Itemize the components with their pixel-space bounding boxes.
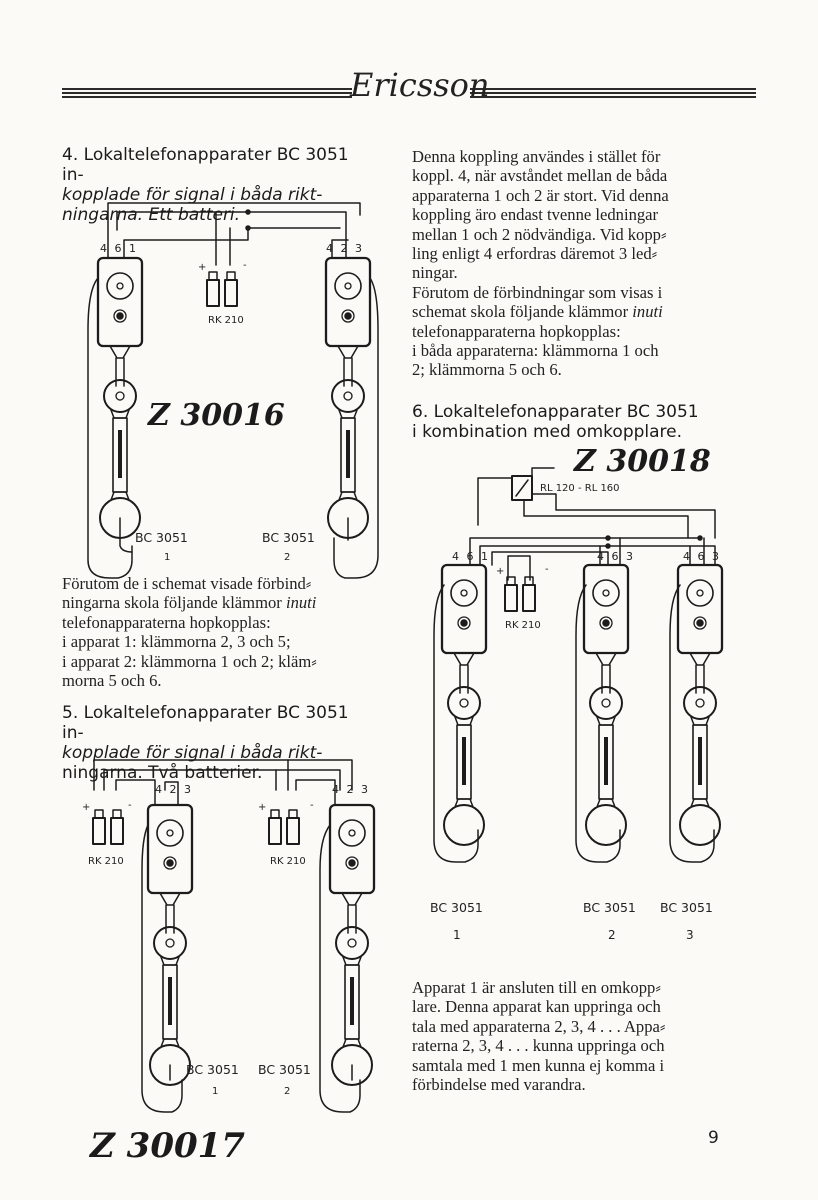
- d5-battery2-label: RK 210: [270, 856, 306, 867]
- d4-phone2-label: BC 3051: [262, 530, 315, 545]
- d5-battery1-plus: +: [82, 802, 91, 813]
- d6-battery-minus: -: [545, 564, 549, 575]
- d6-terminals-1: 4 6 1: [452, 550, 490, 563]
- d6-phone3-label: BC 3051: [660, 900, 713, 915]
- d5-phone2-number: 2: [284, 1086, 291, 1097]
- section-4-notes: Förutom de i schemat visade förbind⸗ ningarna skola följande klämmor inuti telefonapparaterna hopkopplas: i apparat 1: klämmorna 2, 3 och 5; i apparat 2: klämmorna 1 och 2; kläm⸗ morna 5 och 6.: [62, 574, 317, 691]
- section-4-title: 4. Lokaltelefonapparater BC 3051 in- kopplade för signal i båda rikt- ningarna. Ett batteri.: [62, 145, 349, 225]
- d6-phone1-label: BC 3051: [430, 900, 483, 915]
- d6-phone3-number: 3: [686, 928, 694, 942]
- d4-reference-number: Z 30016: [148, 398, 285, 433]
- d5-phone2-label: BC 3051: [258, 1062, 311, 1077]
- d4-battery-plus: +: [198, 262, 207, 273]
- d6-phone1-number: 1: [453, 928, 461, 942]
- d6-battery-label: RK 210: [505, 620, 541, 631]
- d6-switch-label: RL 120 - RL 160: [540, 483, 620, 494]
- d6-terminals-2: 4 6 3: [597, 550, 635, 563]
- d5-battery1-minus: -: [128, 800, 132, 811]
- section-5-title: 5. Lokaltelefonapparater BC 3051 in- kopplade för signal i båda rikt- ningarna. Två batterier.: [62, 703, 349, 783]
- d4-battery-minus: -: [243, 260, 247, 271]
- section-6-title: 6. Lokaltelefonapparater BC 3051 i kombination med omkopplare.: [412, 402, 699, 442]
- d6-phone2-number: 2: [608, 928, 616, 942]
- d5-terminals-left: 4 2 3: [155, 783, 193, 796]
- d4-battery-label: RK 210: [208, 315, 244, 326]
- brand-logo: Ericsson: [350, 66, 490, 104]
- d6-phone2-label: BC 3051: [583, 900, 636, 915]
- d4-terminals-right: 4 2 3: [326, 242, 364, 255]
- d6-terminals-3: 4 6 3: [683, 550, 721, 563]
- d5-battery2-plus: +: [258, 802, 267, 813]
- d5-terminals-right: 4 2 3: [332, 783, 370, 796]
- section-6-notes: Apparat 1 är ansluten till en omkopp⸗ lare. Denna apparat kan uppringa och tala med apparaterna 2, 3, 4 . . . Appa⸗ raterna 2, 3, 4 . . . kunna uppringa och samtala med 1 men kunna ej komma i förbindelse med varandra.: [412, 978, 666, 1095]
- d5-phone1-label: BC 3051: [186, 1062, 239, 1077]
- section-5-notes: Denna koppling användes i stället för koppl. 4, när avståndet mellan de båda apparaterna 1 och 2 är stort. Vid denna koppling äro endast tvenne ledningar mellan 1 och 2 nödvändiga. Vid kopp⸗ ling enligt 4 erfordras däremot 3 led⸗ ningar. Förutom de förbindningar som visas i schemat skola följande klämmor inuti telefonapparaterna hopkopplas: i båda apparaterna: klämmorna 1 och 2; klämmorna 5 och 6.: [412, 147, 669, 380]
- d5-reference-number: Z 30017: [90, 1126, 245, 1166]
- d4-terminals-left: 4 6 1: [100, 242, 138, 255]
- d4-phone2-number: 2: [284, 552, 291, 563]
- d5-battery1-label: RK 210: [88, 856, 124, 867]
- d6-reference-number: Z 30018: [574, 444, 711, 479]
- d4-phone1-number: 1: [164, 552, 171, 563]
- d6-battery-plus: +: [496, 566, 505, 577]
- d5-phone1-number: 1: [212, 1086, 219, 1097]
- d5-battery2-minus: -: [310, 800, 314, 811]
- page-number: 9: [708, 1128, 719, 1148]
- d4-phone1-label: BC 3051: [135, 530, 188, 545]
